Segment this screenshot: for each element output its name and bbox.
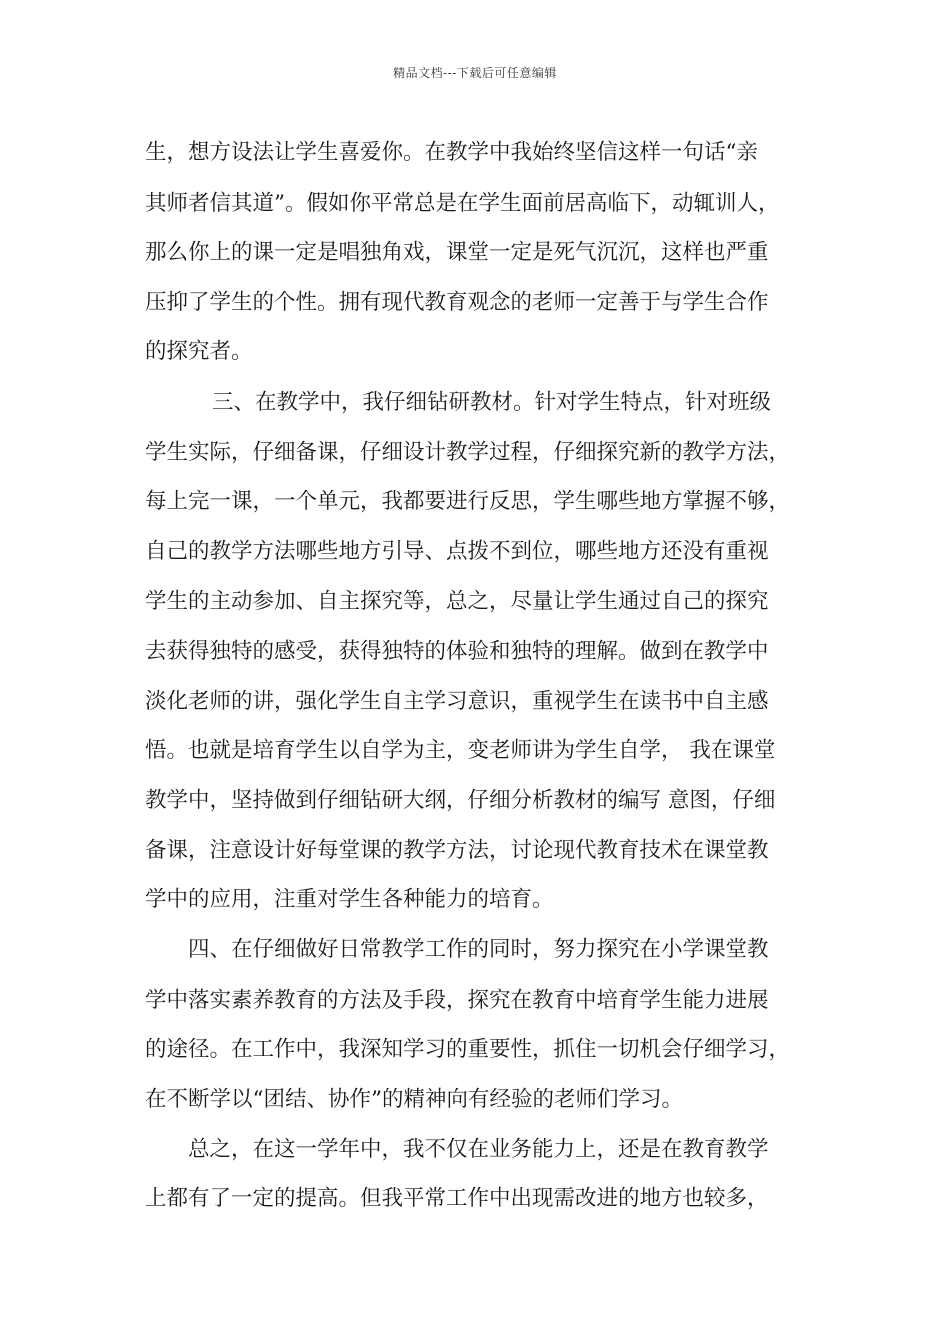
text-line: 教学中，坚持做到仔细钻研大纲，仔细分析教材的编写 意图，仔细 [145,788,776,813]
paragraph-start-line: 总之，在这一学年中，我不仅在业务能力上，还是在教育教学 [188,1137,769,1162]
text-line: 每上完一课，一个单元，我都要进行反思，学生哪些地方掌握不够， [145,489,791,514]
page-header: 精品文档---下载后可任意编辑 [393,66,557,80]
text-line: 在不断学以“团结、协作”的精神向有经验的老师们学习。 [145,1087,683,1112]
text-line: 的途径。在工作中，我深知学习的重要性，抓住一切机会仔细学习， [145,1037,791,1062]
paragraph-start-line: 三、在教学中，我仔细钻研教材。针对学生特点，针对班级 [212,390,772,415]
text-line: 学中落实素养教育的方法及手段，探究在教育中培育学生能力进展 [145,988,769,1013]
text-line: 悟。也就是培育学生以自学为主，变老师讲为学生自学， 我在课堂 [145,738,776,763]
text-line: 学生实际，仔细备课，仔细设计教学过程，仔细探究新的教学方法， [145,440,791,465]
text-line: 自己的教学方法哪些地方引导、点拨不到位，哪些地方还没有重视 [145,539,769,564]
text-line: 备课，注意设计好每堂课的教学方法，讨论现代教育技术在课堂教 [145,838,769,863]
text-line: 的探究者。 [145,339,253,364]
text-line: 生，想方设法让学生喜爱你。在教学中我始终坚信这样一句话“亲 [145,140,758,165]
paragraph-start-line: 四、在仔细做好日常教学工作的同时，努力探究在小学课堂教 [188,937,769,962]
text-line: 学生的主动参加、自主探究等，总之，尽量让学生通过自己的探究 [145,589,769,614]
text-line: 学中的应用，注重对学生各种能力的培育。 [145,887,554,912]
text-line: 其师者信其道”。假如你平常总是在学生面前居高临下，动辄训人， [145,191,780,216]
text-line: 上都有了一定的提高。但我平常工作中出现需改进的地方也较多， [145,1186,769,1211]
text-line: 压抑了学生的个性。拥有现代教育观念的老师一定善于与学生合作 [145,290,769,315]
text-line: 那么你上的课一定是唱独角戏，课堂一定是死气沉沉，这样也严重 [145,240,769,265]
text-line: 淡化老师的讲，强化学生自主学习意识，重视学生在读书中自主感 [145,689,769,714]
text-line: 去获得独特的感受，获得独特的体验和独特的理解。做到在教学中 [145,639,769,664]
